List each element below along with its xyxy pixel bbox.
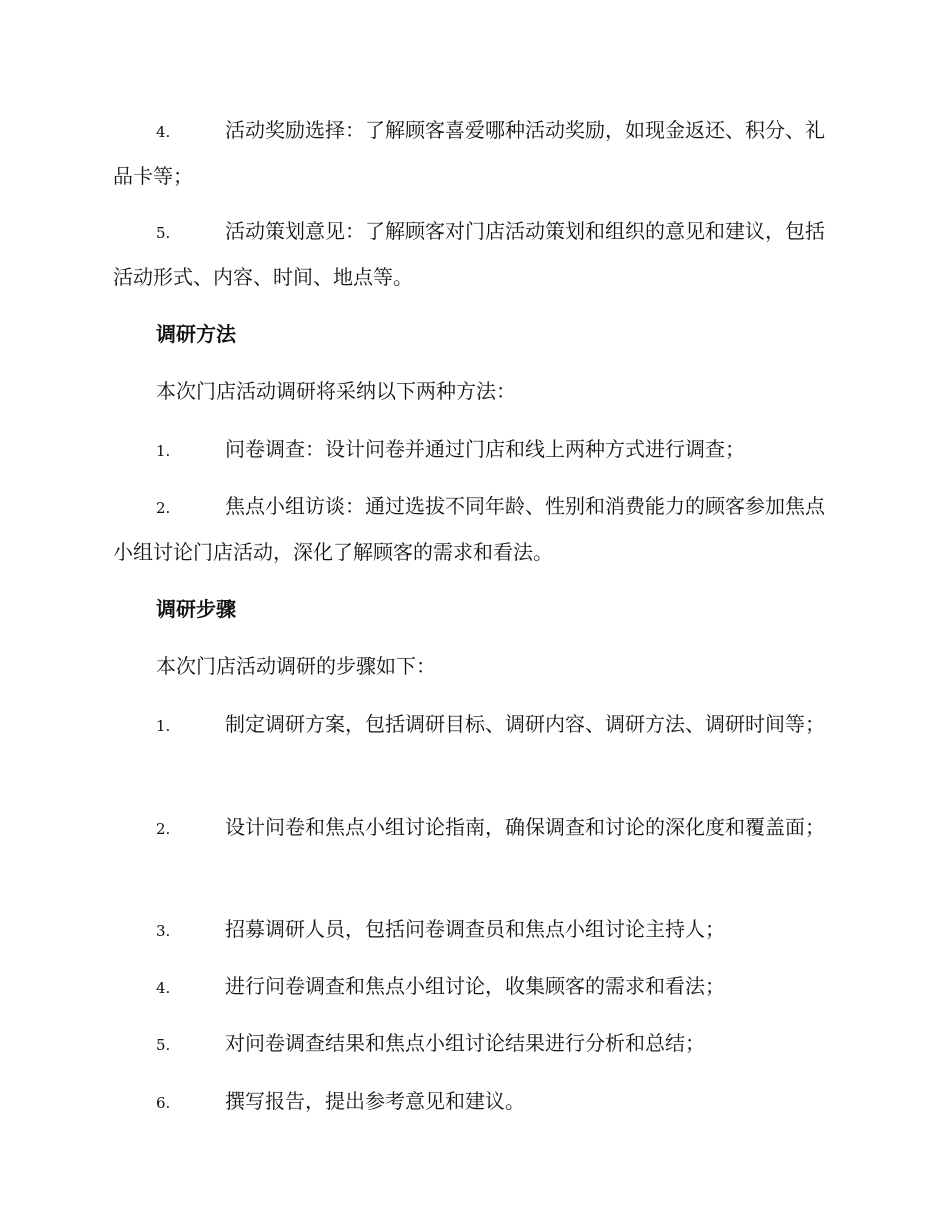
list-item-reward (113, 108, 835, 198)
list-number: 4. (156, 123, 171, 141)
list-item-step-5 (113, 1021, 835, 1067)
list-item-step-3 (113, 907, 835, 953)
list-text: 焦点小组访谈：通过选拔不同年龄、性别和消费能力的顾客参加焦点小组讨论门店活动，深化了解顾客的需求和看法。 (113, 494, 825, 564)
list-text: 问卷调查：设计问卷并通过门店和线上两种方式进行调查； (225, 437, 745, 461)
list-text: 对问卷调查结果和焦点小组讨论结果进行分析和总结； (225, 1031, 705, 1055)
list-number: 6. (156, 1094, 171, 1112)
list-number: 2. (156, 820, 171, 838)
list-text: 进行问卷调查和焦点小组讨论，收集顾客的需求和看法； (225, 974, 725, 998)
section-heading-methods: 调研方法 (156, 322, 236, 346)
list-text: 设计问卷和焦点小组讨论指南，确保调查和讨论的深化度和覆盖面； (225, 815, 825, 839)
list-text: 活动奖励选择：了解顾客喜爱哪种活动奖励，如现金返还、积分、礼品卡等； (113, 118, 825, 188)
methods-intro: 本次门店活动调研将采纳以下两种方法： (156, 379, 516, 403)
list-item-survey (113, 427, 835, 473)
list-text: 招募调研人员，包括问卷调查员和焦点小组讨论主持人； (225, 917, 725, 941)
list-number: 1. (156, 442, 171, 460)
list-number: 2. (156, 499, 171, 517)
list-item-step-6 (113, 1079, 835, 1125)
list-item-planning (113, 209, 835, 299)
list-number: 4. (156, 979, 171, 997)
section-heading-steps: 调研步骤 (156, 597, 236, 621)
list-item-step-4 (113, 964, 835, 1010)
list-text: 活动策划意见：了解顾客对门店活动策划和组织的意见和建议，包括活动形式、内容、时间、地点等。 (113, 219, 825, 289)
list-number: 5. (156, 224, 171, 242)
list-number: 5. (156, 1036, 171, 1054)
list-text: 撰写报告，提出参考意见和建议。 (225, 1089, 525, 1113)
list-number: 3. (156, 922, 171, 940)
list-item-step-2 (113, 805, 835, 851)
list-item-focus-group (113, 484, 835, 574)
list-text: 制定调研方案，包括调研目标、调研内容、调研方法、调研时间等； (225, 712, 825, 736)
list-item-step-1 (113, 702, 835, 748)
steps-intro: 本次门店活动调研的步骤如下： (156, 654, 436, 678)
list-number: 1. (156, 717, 171, 735)
